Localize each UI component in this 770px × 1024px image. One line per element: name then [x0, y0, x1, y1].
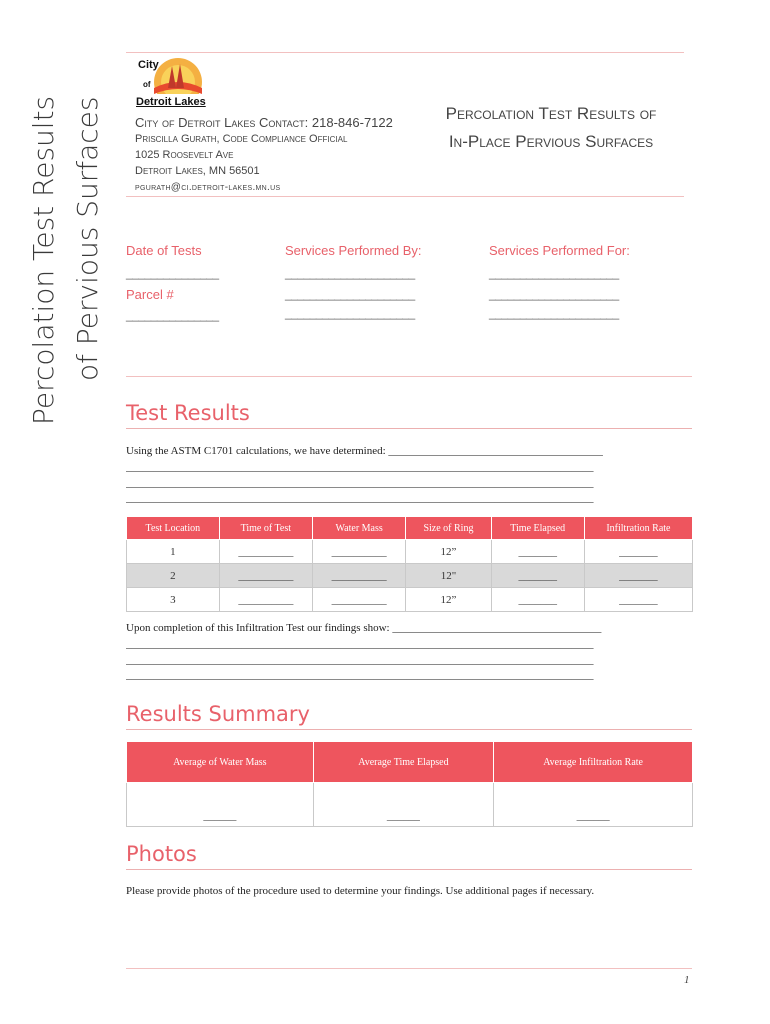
table-row	[127, 564, 693, 588]
info-bottom-rule	[126, 376, 692, 377]
time-of-test-cell[interactable]: __________	[219, 588, 312, 612]
page-number: 1	[684, 974, 690, 986]
photos-instructions: Please provide photos of the procedure used to determine your findings. Use additional pages if necessary.	[126, 885, 595, 897]
services-for-field-3[interactable]: _____________________	[489, 306, 619, 320]
contact-official: Priscilla Gurath, Code Compliance Official	[135, 133, 348, 145]
infiltration-rate-cell[interactable]: _______	[584, 588, 692, 612]
findings-line[interactable]: _____________________________________________________________________________________	[126, 669, 594, 681]
test-location-cell: 3	[127, 588, 220, 612]
test-results-heading-rule	[126, 428, 692, 429]
results-summary-heading: Results Summary	[126, 702, 310, 726]
column-header: Size of Ring	[406, 517, 491, 540]
logo-city-text: City	[138, 59, 159, 71]
average-water-mass-cell[interactable]: ______	[127, 783, 314, 827]
services-for-field-1[interactable]: _____________________	[489, 266, 619, 280]
photos-heading: Photos	[126, 842, 197, 866]
test-results-heading: Test Results	[126, 401, 250, 425]
test-results-line[interactable]: _____________________________________________________________________________________	[126, 477, 594, 489]
water-mass-cell[interactable]: __________	[312, 540, 405, 564]
test-results-line[interactable]: _____________________________________________________________________________________	[126, 461, 594, 473]
column-header: Water Mass	[312, 517, 405, 540]
footer-rule	[126, 968, 692, 969]
results-summary-heading-rule	[126, 729, 692, 730]
parcel-field[interactable]: _______________	[126, 308, 219, 322]
table-row	[127, 783, 693, 827]
test-results-table	[126, 516, 693, 612]
infiltration-rate-cell[interactable]: _______	[584, 564, 692, 588]
services-by-field-1[interactable]: _____________________	[285, 266, 415, 280]
logo-name-text: Detroit Lakes	[136, 96, 206, 108]
time-of-test-cell[interactable]: __________	[219, 564, 312, 588]
document-title-line2: In-Place Pervious Surfaces	[448, 132, 654, 151]
findings-intro[interactable]: Upon completion of this Infiltration Test our findings show: ______________________________________	[126, 622, 602, 634]
water-mass-cell[interactable]: __________	[312, 588, 405, 612]
time-of-test-cell[interactable]: __________	[219, 540, 312, 564]
table-row	[127, 540, 693, 564]
side-title-line2: of Pervious Surfaces	[71, 96, 104, 381]
services-by-label: Services Performed By:	[285, 243, 422, 258]
ring-size-cell: 12”	[406, 588, 491, 612]
column-header: Infiltration Rate	[584, 517, 692, 540]
test-results-intro[interactable]: Using the ASTM C1701 calculations, we have determined: _______________________________________	[126, 445, 603, 457]
contact-email[interactable]: pgurath@ci.detroit-lakes.mn.us	[135, 182, 281, 193]
date-of-tests-field[interactable]: _______________	[126, 266, 219, 280]
time-elapsed-cell[interactable]: _______	[491, 540, 584, 564]
column-header: Average of Water Mass	[127, 742, 314, 783]
ring-size-cell: 12”	[406, 540, 491, 564]
logo-of-text: of	[143, 80, 151, 89]
test-location-cell: 1	[127, 540, 220, 564]
services-for-field-2[interactable]: _____________________	[489, 287, 619, 301]
header-top-rule	[126, 52, 684, 53]
side-title-line1: Percolation Test Results	[27, 95, 60, 425]
table-row	[127, 588, 693, 612]
column-header: Time of Test	[219, 517, 312, 540]
side-title	[22, 96, 110, 425]
findings-line[interactable]: _____________________________________________________________________________________	[126, 638, 594, 650]
table-header-row	[127, 517, 693, 540]
date-of-tests-label: Date of Tests	[126, 243, 202, 258]
table-header-row	[127, 742, 693, 783]
column-header: Time Elapsed	[491, 517, 584, 540]
findings-line[interactable]: _____________________________________________________________________________________	[126, 654, 594, 666]
test-location-cell: 2	[127, 564, 220, 588]
column-header: Average Infiltration Rate	[494, 742, 693, 783]
ring-size-cell: 12"	[406, 564, 491, 588]
water-mass-cell[interactable]: __________	[312, 564, 405, 588]
column-header: Average Time Elapsed	[313, 742, 494, 783]
city-logo	[132, 58, 212, 110]
contact-line: City of Detroit Lakes Contact: 218-846-7122	[135, 115, 393, 130]
services-for-label: Services Performed For:	[489, 243, 630, 258]
time-elapsed-cell[interactable]: _______	[491, 588, 584, 612]
document-title-line1: Percolation Test Results of	[445, 104, 657, 123]
average-time-elapsed-cell[interactable]: ______	[313, 783, 494, 827]
document-title	[416, 100, 686, 156]
contact-street: 1025 Roosevelt Ave	[135, 149, 234, 161]
test-results-line[interactable]: _____________________________________________________________________________________	[126, 492, 594, 504]
photos-heading-rule	[126, 869, 692, 870]
results-summary-table	[126, 741, 693, 827]
average-infiltration-rate-cell[interactable]: ______	[494, 783, 693, 827]
time-elapsed-cell[interactable]: _______	[491, 564, 584, 588]
services-by-field-3[interactable]: _____________________	[285, 306, 415, 320]
infiltration-rate-cell[interactable]: _______	[584, 540, 692, 564]
header-bottom-rule	[126, 196, 684, 197]
column-header: Test Location	[127, 517, 220, 540]
services-by-field-2[interactable]: _____________________	[285, 287, 415, 301]
parcel-label: Parcel #	[126, 287, 174, 302]
contact-city: Detroit Lakes, MN 56501	[135, 165, 260, 177]
